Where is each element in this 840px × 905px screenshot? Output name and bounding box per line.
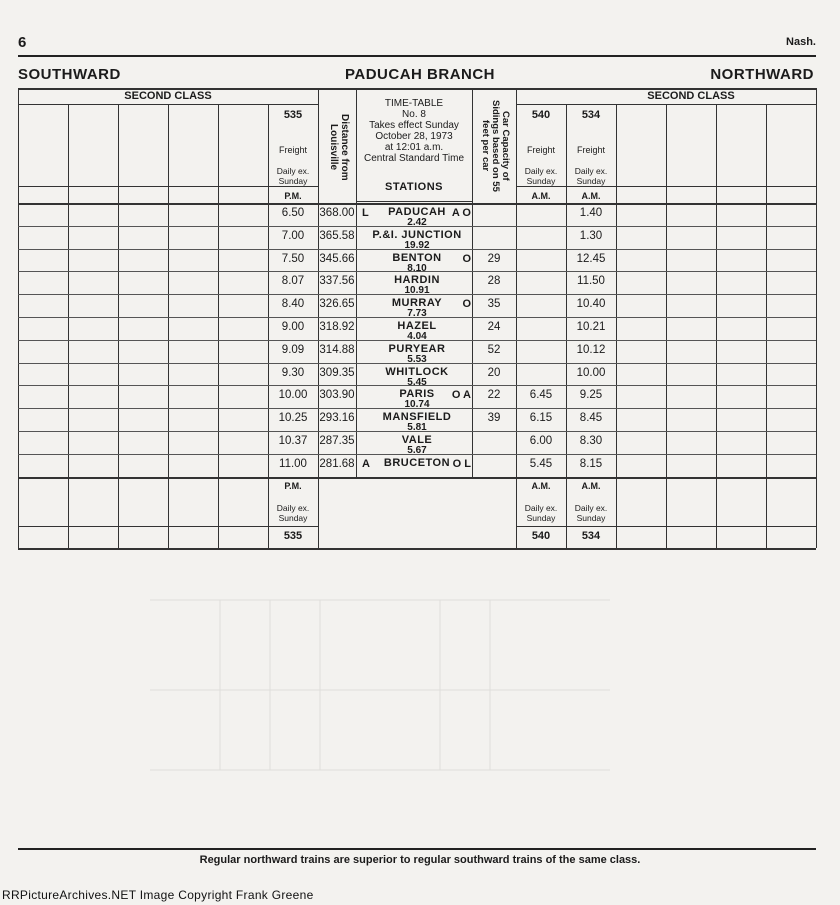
row-line (18, 294, 816, 295)
south-time: 10.25 (278, 412, 308, 425)
row-line (18, 431, 816, 432)
row-line (18, 363, 816, 364)
tt-line1: TIME-TABLE (384, 98, 444, 109)
south-days-bottom: Daily ex. Sunday (276, 503, 310, 523)
station-mileage: 337.56 (319, 275, 355, 288)
station-mileage: 345.66 (319, 252, 355, 265)
station-between-distance: 4.04 (407, 331, 427, 342)
footer-note: Regular northward trains are superior to regular southward trains of the same class. (199, 854, 641, 866)
south-pm-bottom: P.M. (284, 481, 302, 491)
column-line (566, 104, 567, 548)
station-mileage: 303.90 (319, 389, 355, 402)
station-mileage: 318.92 (319, 321, 355, 333)
north-534-time: 11.50 (577, 275, 605, 288)
station-between-distance: 5.81 (407, 422, 427, 434)
branch-title: PADUCAH BRANCH (344, 66, 496, 83)
north-540-days: Daily ex. Sunday (524, 166, 558, 186)
station-prefix: A (362, 457, 370, 470)
north-534-days-bottom: Daily ex. Sunday (574, 503, 608, 523)
station-name: WHITLOCK (385, 365, 449, 378)
column-line (68, 104, 69, 548)
siding-capacity: 28 (487, 275, 501, 288)
north-534-time: 10.40 (576, 298, 606, 311)
north-534-type: Freight (576, 145, 605, 155)
north-540-time: 6.15 (529, 412, 553, 425)
north-train-534: 534 (581, 109, 601, 121)
north-534-time: 8.15 (579, 457, 603, 470)
station-mileage: 314.88 (319, 343, 355, 356)
siding-capacity: 35 (487, 298, 501, 311)
grid-bottom-line (18, 548, 816, 550)
station-suffix: O (462, 252, 471, 265)
south-time: 8.40 (281, 298, 305, 311)
row-line (18, 271, 816, 272)
tt-line3: Takes effect Sunday (369, 120, 459, 131)
station-name: MANSFIELD (382, 411, 452, 424)
north-534-time: 10.12 (576, 343, 606, 356)
north-540-time: 6.45 (529, 389, 553, 402)
north-534-time: 8.45 (579, 412, 603, 425)
railroad-abbrev: Nash. (786, 36, 816, 48)
south-pm-top: P.M. (284, 191, 302, 201)
south-time: 6.50 (281, 207, 305, 219)
south-train-type: Freight (278, 145, 307, 155)
column-line (766, 104, 767, 548)
station-mileage: 281.68 (319, 457, 355, 470)
siding-capacity: 29 (487, 252, 501, 265)
column-line (118, 104, 119, 548)
station-between-distance: 5.67 (407, 445, 427, 456)
north-534-am-top: A.M. (581, 191, 601, 201)
row-line (18, 340, 816, 341)
south-time: 9.30 (281, 366, 305, 379)
column-line (616, 104, 617, 548)
footer-rule (18, 848, 816, 850)
timetable-info (358, 98, 470, 164)
column-line (318, 88, 319, 548)
tt-line5: at 12:01 a.m. (384, 142, 444, 153)
timetable-grid (18, 88, 816, 548)
north-534-time: 9.25 (579, 389, 603, 402)
siding-capacity: 39 (487, 412, 501, 425)
row-line (18, 454, 816, 455)
south-train-bottom: 535 (283, 530, 303, 542)
station-suffix: O (462, 298, 471, 311)
south-train-number: 535 (283, 109, 303, 121)
siding-capacity: 22 (487, 389, 501, 402)
south-time: 8.07 (281, 275, 305, 288)
south-time: 7.00 (281, 229, 305, 242)
column-line (268, 104, 269, 548)
station-name: HAZEL (397, 320, 437, 332)
station-suffix: O L (452, 457, 471, 470)
siding-capacity: 20 (487, 366, 501, 379)
station-mileage: 326.65 (319, 298, 355, 311)
station-prefix: L (362, 207, 369, 219)
column-line (516, 88, 517, 548)
north-540-days-bottom: Daily ex. Sunday (524, 503, 558, 523)
south-time: 9.09 (281, 343, 305, 356)
north-534-time: 12.45 (576, 252, 606, 265)
tt-line2: No. 8 (402, 109, 426, 120)
column-line (816, 88, 817, 548)
south-class-label: SECOND CLASS (124, 90, 212, 102)
station-mileage: 365.58 (319, 229, 355, 242)
station-between-distance: 8.10 (407, 262, 427, 274)
south-time: 7.50 (281, 252, 305, 265)
column-line (218, 104, 219, 548)
station-mileage: 293.16 (319, 412, 355, 425)
row-line (18, 385, 816, 386)
station-between-distance: 7.73 (407, 308, 427, 320)
row-line (18, 317, 816, 318)
north-534-bottom: 534 (581, 530, 601, 542)
row-line (18, 408, 816, 409)
north-534-am-bottom: A.M. (581, 481, 601, 491)
north-class-label: SECOND CLASS (647, 90, 735, 102)
station-mileage: 368.00 (319, 207, 355, 219)
north-534-days: Daily ex. Sunday (574, 166, 608, 186)
watermark: RRPictureArchives.NET Image Copyright Frank Greene (2, 888, 314, 902)
stations-label-line (356, 201, 472, 202)
station-name: PURYEAR (388, 342, 446, 355)
south-time: 10.00 (278, 389, 308, 402)
bleed-through-graphic (150, 580, 610, 780)
station-between-distance: 10.74 (404, 399, 430, 411)
column-line (472, 88, 473, 477)
station-name: VALE (401, 434, 433, 446)
column-line (666, 104, 667, 548)
station-name: P.&I. JUNCTION (372, 228, 462, 241)
south-train-days: Daily ex. Sunday (276, 166, 310, 186)
north-540-am-top: A.M. (531, 191, 551, 201)
south-time: 9.00 (281, 321, 305, 333)
station-mileage: 309.35 (319, 366, 355, 379)
north-540-type: Freight (526, 145, 555, 155)
column-line (716, 104, 717, 548)
north-540-bottom: 540 (531, 530, 551, 542)
header-bottom-line (18, 203, 816, 205)
north-540-time: 5.45 (529, 457, 553, 470)
distance-label: Distance from Louisville (328, 113, 350, 181)
station-name: PADUCAH (388, 206, 446, 218)
station-suffix: O A (451, 389, 471, 402)
capacity-label: Car Capacity of Sidings based on 55 feet per car (480, 100, 511, 192)
station-between-distance: 19.92 (404, 239, 430, 251)
column-line (356, 88, 357, 477)
page-number: 6 (18, 34, 27, 51)
station-name: HARDIN (394, 274, 440, 287)
station-name: BRUCETON (383, 456, 451, 469)
tt-line4: October 28, 1973 (375, 131, 453, 142)
station-name: MURRAY (391, 297, 443, 310)
north-540-time: 6.00 (529, 435, 553, 447)
column-line (168, 104, 169, 548)
station-between-distance: 5.45 (407, 376, 427, 388)
station-mileage: 287.35 (319, 435, 355, 447)
north-534-time: 8.30 (579, 435, 603, 447)
row-line (18, 226, 816, 227)
south-time: 11.00 (279, 457, 307, 470)
stations-label: STATIONS (385, 181, 443, 193)
north-534-time: 10.21 (576, 321, 606, 333)
tt-line6: Central Standard Time (363, 153, 465, 164)
top-rule (18, 55, 816, 57)
north-540-am-bottom: A.M. (531, 481, 551, 491)
column-line (18, 88, 19, 548)
body-bottom-line (18, 477, 816, 479)
north-534-time: 1.40 (579, 207, 603, 219)
north-534-time: 10.00 (576, 366, 606, 379)
siding-capacity: 24 (487, 321, 501, 333)
station-between-distance: 5.53 (407, 353, 427, 365)
north-534-time: 1.30 (579, 229, 603, 242)
station-suffix: A O (451, 207, 471, 219)
row-line (18, 249, 816, 250)
station-name: PARIS (399, 388, 435, 401)
siding-capacity: 52 (487, 343, 501, 356)
south-time: 10.37 (278, 435, 308, 447)
station-name: BENTON (392, 251, 442, 264)
northward-heading: NORTHWARD (710, 66, 814, 83)
station-between-distance: 10.91 (404, 285, 430, 297)
north-train-540: 540 (531, 109, 551, 121)
station-between-distance: 2.42 (407, 217, 427, 228)
southward-heading: SOUTHWARD (18, 66, 121, 83)
